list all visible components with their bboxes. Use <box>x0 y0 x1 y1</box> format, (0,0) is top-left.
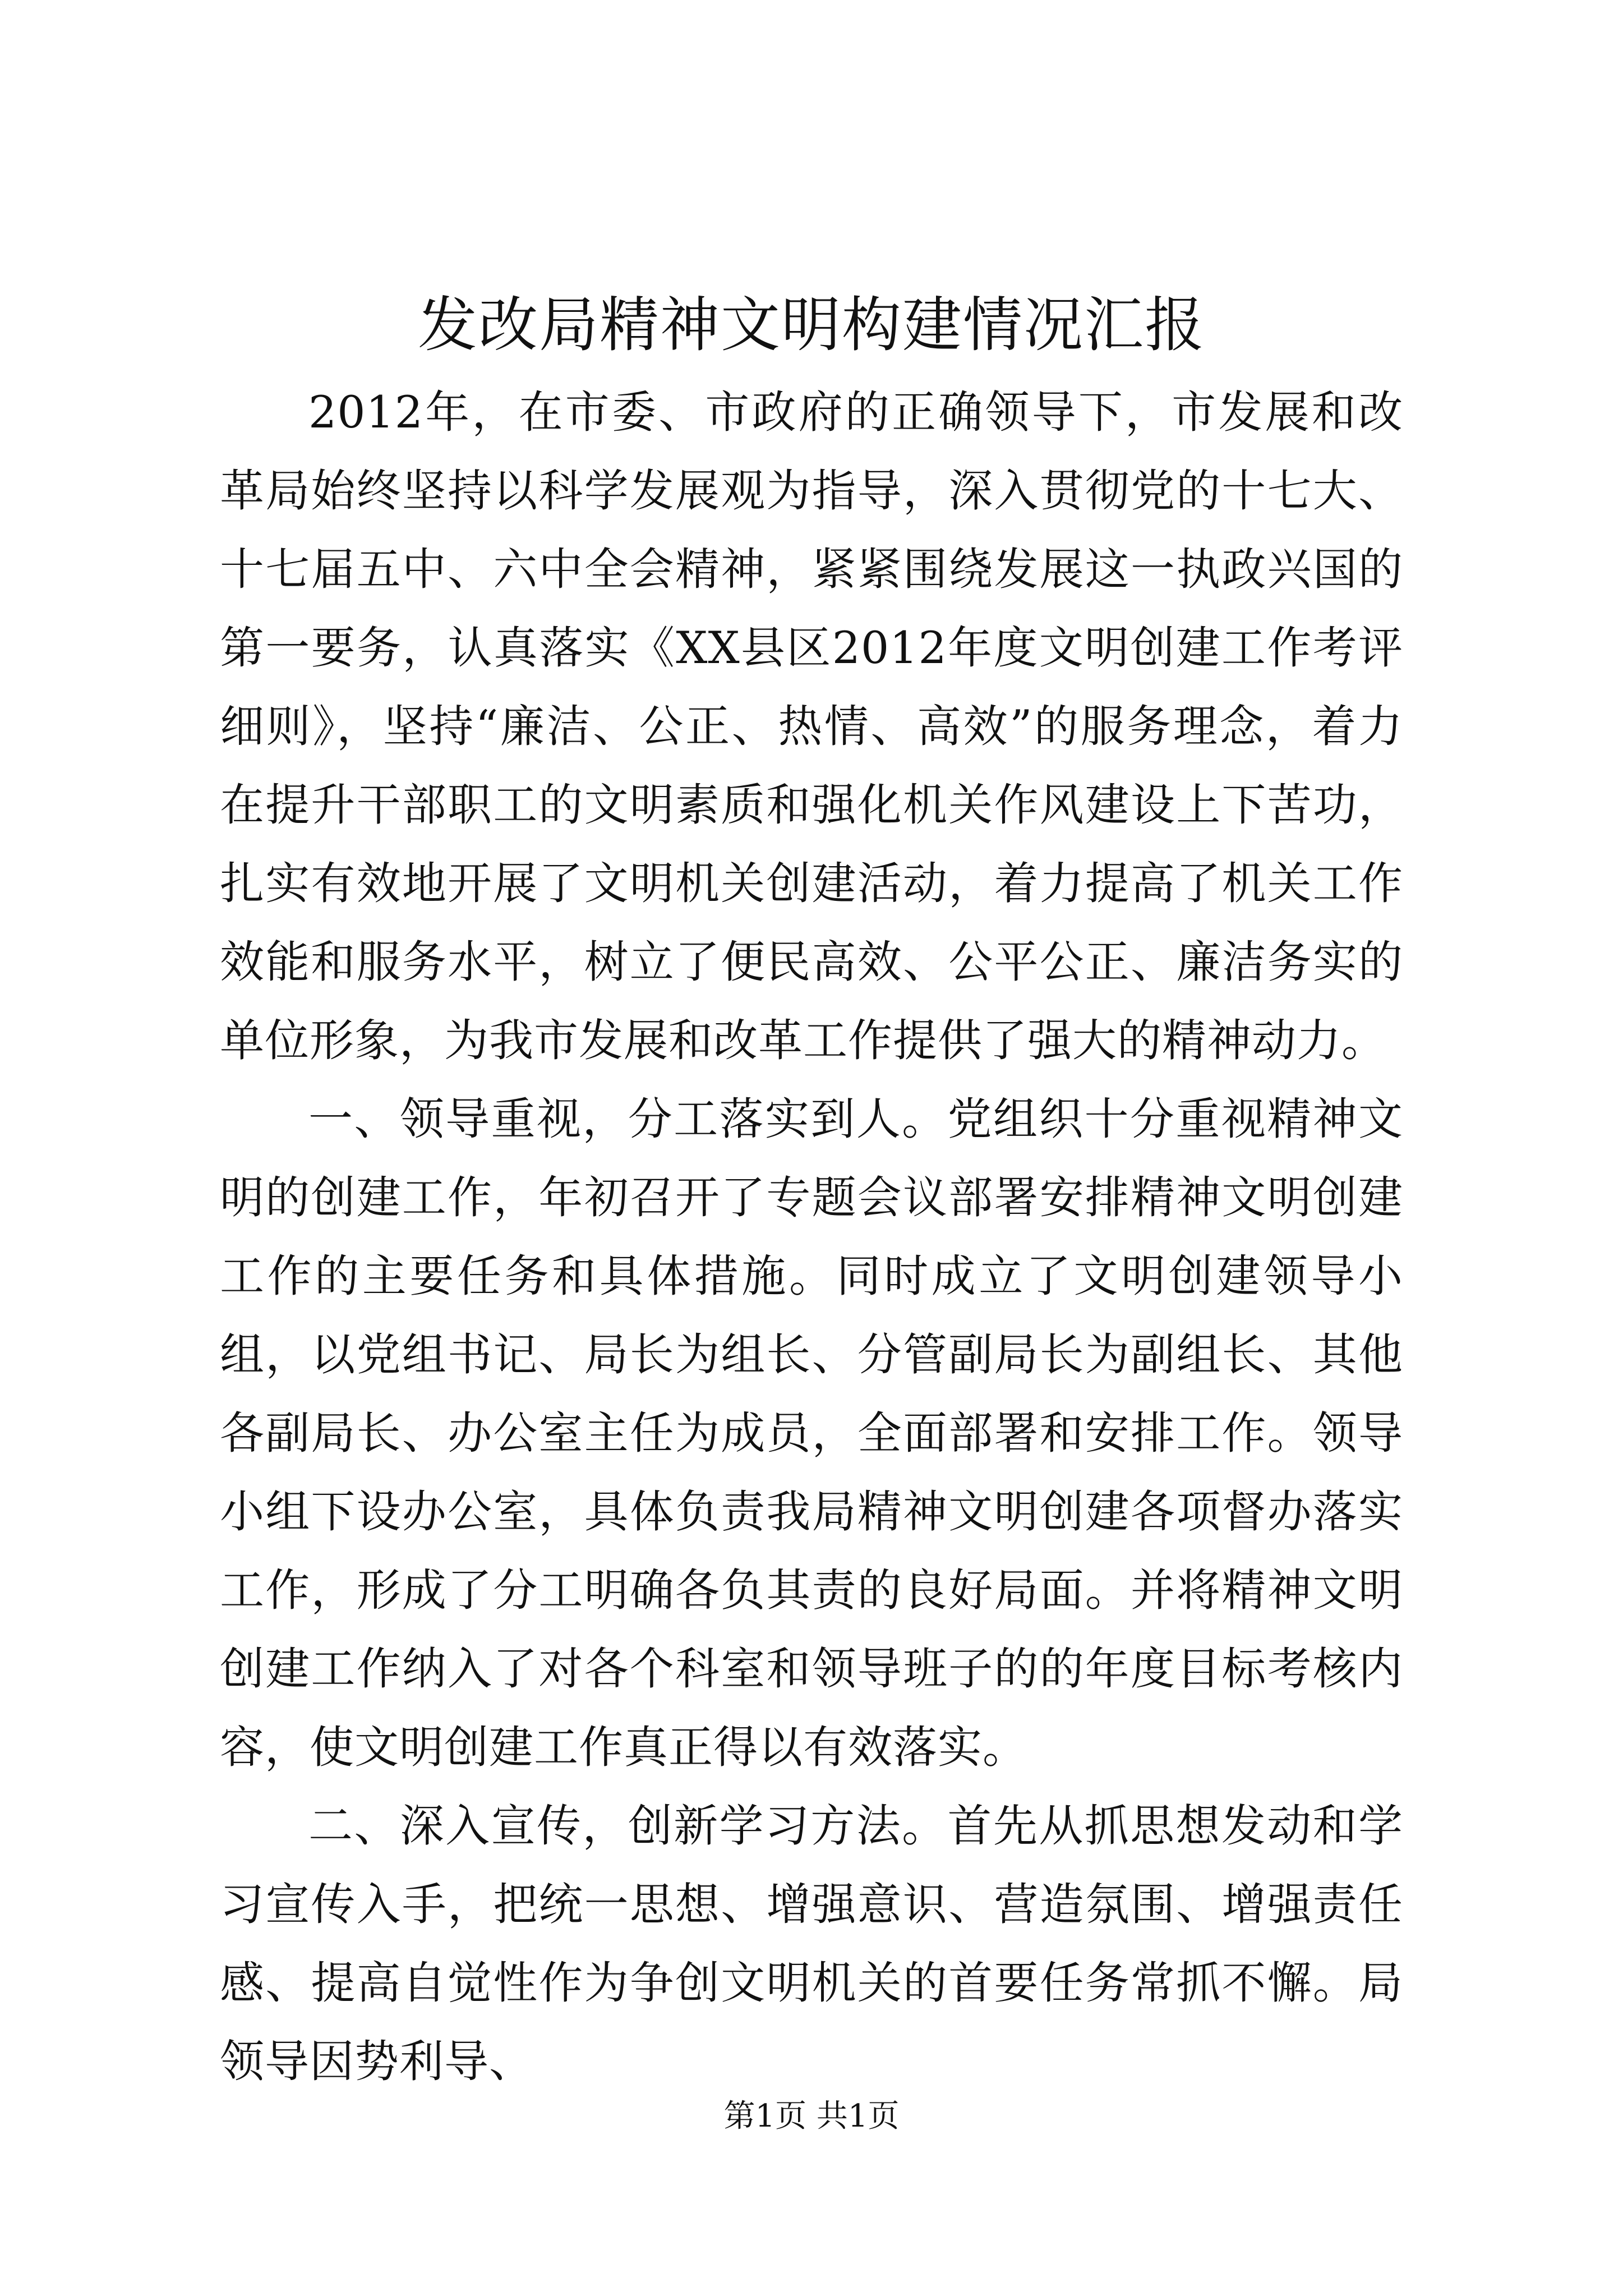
document-body <box>220 373 1403 2101</box>
paragraph-section-1: 一、领导重视，分工落实到人。党组织十分重视精神文明的创建工作，年初召开了专题会议部署安排精神文明创建工作的主要任务和具体措施。同时成立了文明创建领导小组，以党组书记、局长为组长、分管副局长为副组长、其他各副局长、办公室主任为成员，全面部署和安排工作。领导小组下设办公室，具体负责我局精神文明创建各项督办落实工作，形成了分工明确各负其责的良好局面。并将精神文明创建工作纳入了对各个科室和领导班子的的年度目标考核内容，使文明创建工作真正得以有效落实。 <box>220 1093 1403 1773</box>
page-number-footer: 第1页 共1页 <box>723 2098 900 2134</box>
document-title: 发改局精神文明构建情况汇报 <box>418 291 1205 360</box>
paragraph-section-2: 二、深入宣传，创新学习方法。首先从抓思想发动和学习宣传入手，把统一思想、增强意识、营造氛围、增强责任感、提高自觉性作为争创文明机关的首要任务常抓不懈。局领导因势利导、 <box>220 1800 1403 2087</box>
paragraph-intro: 2012年，在市委、市政府的正确领导下，市发展和改革局始终坚持以科学发展观为指导，深入贯彻党的十七大、十七届五中、六中全会精神，紧紧围绕发展这一执政兴国的第一要务，认真落实《XX县区2012年度文明创建工作考评细则》，坚持“廉洁、公正、热情、高效”的服务理念，着力在提升干部职工的文明素质和强化机关作风建设上下苦功，扎实有效地开展了文明机关创建活动，着力提高了机关工作效能和服务水平，树立了便民高效、公平公正、廉洁务实的单位形象，为我市发展和改革工作提供了强大的精神动力。 <box>220 386 1403 1066</box>
